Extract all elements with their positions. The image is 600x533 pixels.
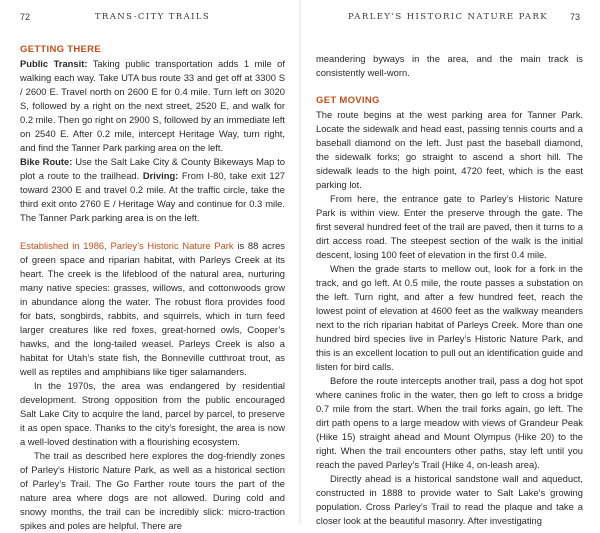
aqueduct-paragraph: Directly ahead is a historical sandstone wall and aqueduct, constructed in 1888 to provide water to Salt Lake’s growing population. Cross Parley’s Trail to read the plaque and take a closer look at the beautiful masonry. After investigating	[316, 473, 583, 526]
right-page-header	[316, 12, 580, 26]
intro-body-text: is 88 acres of green space and riparian habitat, with Parleys Creek at its heart. The creek is the lifeblood of the natural area, nurturing many native species: grasses, willows, and cottonwoods grow in abundance along the water. The robust flora provides food for bats, songbirds, rabbits, and squirrels, which in turn feed larger creatures like red foxes, great-horned owls, Cooper’s hawks, and the long-tailed weasel. Parleys Creek is also a habitat for Utah’s state fish, the Bonneville cutthroat trout, as well as reptiles and amphibians like tiger salamanders.	[20, 240, 285, 377]
left-page	[0, 0, 300, 531]
driving-label: Driving:	[142, 170, 179, 181]
intro-lead-text: Established in 1986, Parley’s Historic Nature Park	[20, 240, 234, 251]
left-page-number: 72	[20, 12, 31, 22]
get-moving-heading: GET MOVING	[316, 95, 380, 106]
entrance-gate-paragraph: From here, the entrance gate to Parley’s Historic Nature Park is within view. Enter the preserve through the gate. The first several hundred feet of the trail are paved, then it turns to a dirt access road. The steepest section of the walk is the initial descent, losing 100 feet of elevation in the first 0.4 mile.	[316, 193, 583, 260]
right-running-head: PARLEY’S HISTORIC NATURE PARK	[347, 12, 549, 22]
driving-text: From I-80, take exit 127 toward 2300 E and travel 0.2 mile. At the traffic circle, take the third exit onto 2760 E / Heritage Way and continue for 0.3 mile. The Tanner Park parking area is on the left.	[20, 170, 286, 223]
intro-paragraph	[20, 239, 285, 379]
bike-route-label: Bike Route:	[20, 156, 73, 167]
grade-fork-paragraph: When the grade starts to mellow out, look for a fork in the track, and go left. At 0.5 mile, the route passes a substation on the left. Turn right, and after a few hundred feet, reach the lowest point of elevation at 4600 feet as the walkway meanders next to the rich riparian habitat of Parleys Creek. More than one hundred bird species live in Parley’s Historic Nature Park, and this is an excellent location to pull out an identification guide and listen for bird calls.	[316, 263, 583, 372]
right-page-number: 73	[569, 12, 580, 22]
left-running-head: TRANS-CITY TRAILS	[94, 12, 211, 22]
public-transit-paragraph	[20, 57, 285, 155]
route-start-paragraph: The route begins at the west parking area for Tanner Park. Locate the sidewalk and head east, passing tennis courts and a baseball diamond on the left. Just past the baseball diamond, the sidewalk forks; go straight to ascend a short hill. The sidewalk leads to the high point, 4720 feet, which is the east parking lot.	[316, 109, 583, 190]
bike-driving-paragraph	[20, 155, 285, 225]
bridge-meadow-paragraph: Before the route intercepts another trail, pass a dog hot spot where canines frolic in the water, then go left to cross a bridge 0.7 mile from the start. When the trail forks again, go left. The dirt path opens to a large meadow with views of Grandeur Peak (Hike 15) straight ahead and Mount Olympus (Hike 20) to the right. When the trail encounters other paths, stay left until you reach the paved Parley’s Trail (Hike 4, on-leash area).	[316, 375, 583, 470]
public-transit-label: Public Transit:	[20, 58, 88, 69]
history-paragraph: In the 1970s, the area was endangered by residential development. Strong opposition from the public encouraged Salt Lake City to acquire the land, parcel by parcel, to preserve it as open space. Thanks to the city’s foresight, the area is now a well-loved destination with a flourishing ecosystem.	[20, 380, 285, 447]
continuation-paragraph: meandering byways in the area, and the main track is consistently well-worn.	[316, 53, 583, 78]
getting-there-heading: GETTING THERE	[20, 44, 101, 55]
public-transit-text: Taking public transportation adds 1 mile of walking each way. Take UTA bus route 33 and get off at 3300 S / 2600 E. Travel north on 2600 E for 0.4 mile. Turn left on 3020 S, followed by a right on the next street, 2520 E, and walk for 0.2 mile. Then go right on 2900 S, followed by an immediate left on 2540 E. After 0.2 mile, intercept Heritage Way, turn right, and find the Tanner Park parking area on the left.	[20, 58, 285, 153]
bike-route-text: Use the Salt Lake City & County Bikeways Map to plot a route to the trailhead.	[20, 156, 285, 181]
right-page-text	[316, 52, 583, 528]
left-page-header	[20, 12, 285, 26]
right-page	[300, 0, 600, 525]
trail-description-paragraph: The trail as described here explores the dog-friendly zones of Parley’s Historic Nature Park, as well as a historical section of Parley’s Trail. The Go Farther route tours the part of the nature area where dogs are not allowed. During cold and snowy months, the trail can be incredibly slick: micro-traction spikes and poles are helpful. There are	[20, 450, 285, 531]
left-page-text	[20, 43, 285, 533]
